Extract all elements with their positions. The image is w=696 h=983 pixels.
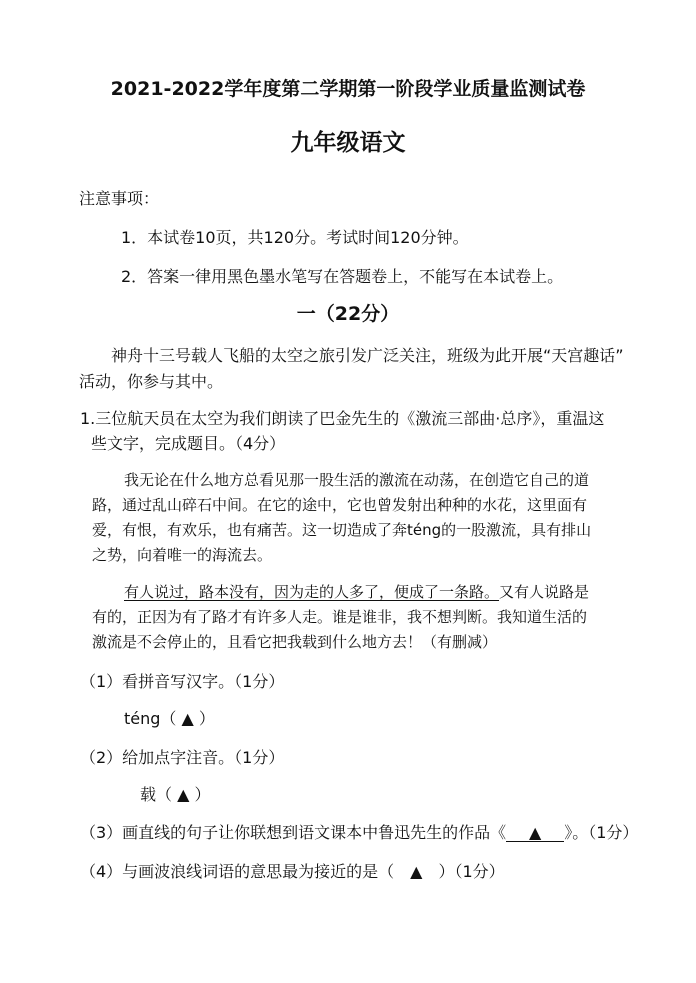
sub-question-3 (80, 825, 638, 842)
section-intro-line-1: 神舟十三号载人飞船的太空之旅引发广泛关注，班级为此开展“天宫趣话” (111, 346, 624, 365)
sub-question-4: （4）与画波浪线词语的意思最为接近的是（ ▲ ）（1分） (80, 862, 505, 881)
passage-p2-line-3-pre: 激流是不会停止的，且看它把我 (92, 633, 303, 651)
question-1-stem-line-2: 些文字，完成题目。（4分） (91, 434, 286, 453)
question-1-stem-line-1: 1.三位航天员在太空为我们朗读了巴金先生的《激流三部曲·总序》，重温这 (80, 409, 605, 428)
section-intro-line-2: 活动，你参与其中。 (79, 372, 224, 391)
passage-p2-line-3-post: 到什么地方去！（有删减） (317, 633, 498, 651)
passage-p2-line-2: 有的，正因为有了路才有许多人走。谁是谁非，我不想判断。我知道生活的 (92, 608, 588, 626)
passage-p1-line-4: 之势，向着唯一的海流去。 (92, 546, 273, 564)
underlined-sentence: 有人说过，路本没有，因为走的人多了，便成了一条路。 (124, 583, 500, 601)
sub-question-1-answer-blank[interactable]: téng（ ▲ ） (124, 709, 215, 728)
passage-p1-line-3-pre: 爱，有恨，有欢乐，也有痛苦。这一切造成了奔 (92, 521, 408, 539)
passage-p1-line-3 (92, 523, 591, 538)
notice-item-2: 2．答案一律用黑色墨水笔写在答题卷上，不能写在本试卷上。 (121, 267, 564, 286)
passage-p1-line-1: 我无论在什么地方总看见那一股生活的激流在动荡，在创造它自己的道 (124, 471, 590, 489)
passage-p2-line-3 (92, 635, 497, 650)
passage-p1-line-3-post: 的一股激流，具有排山 (441, 521, 592, 539)
sub-question-3-suffix: 》。（1分） (564, 823, 639, 842)
notice-heading: 注意事项： (79, 189, 160, 208)
sub-question-2-answer-blank[interactable]: 载（ ▲ ） (140, 785, 211, 804)
sub-question-3-answer-blank[interactable]: ▲ (506, 825, 564, 842)
pinyin-teng: téng (407, 521, 442, 539)
sub-question-3-prefix: （3）画直线的句子让你联想到语文课本中鲁迅先生的作品《 (80, 823, 507, 842)
passage-p2-line-1 (124, 585, 589, 600)
subject-title: 九年级语文 (290, 130, 406, 156)
sub-question-1-label: （1）看拼音写汉字。（1分） (80, 672, 285, 691)
section-heading: 一（22分） (296, 303, 400, 325)
passage-p2-line-1-rest: 又有人说路是 (499, 583, 590, 601)
exam-title: 2021-2022学年度第二学期第一阶段学业质量监测试卷 (110, 78, 586, 100)
passage-p1-line-2: 路，通过乱山碎石中间。在它的途中，它也曾发射出种种的水花，这里面有 (92, 496, 588, 514)
sub-question-2-label: （2）给加点字注音。（1分） (80, 748, 285, 767)
notice-item-1: 1．本试卷10页，共120分。考试时间120分钟。 (121, 228, 469, 247)
dotted-character: 载 (302, 633, 318, 651)
